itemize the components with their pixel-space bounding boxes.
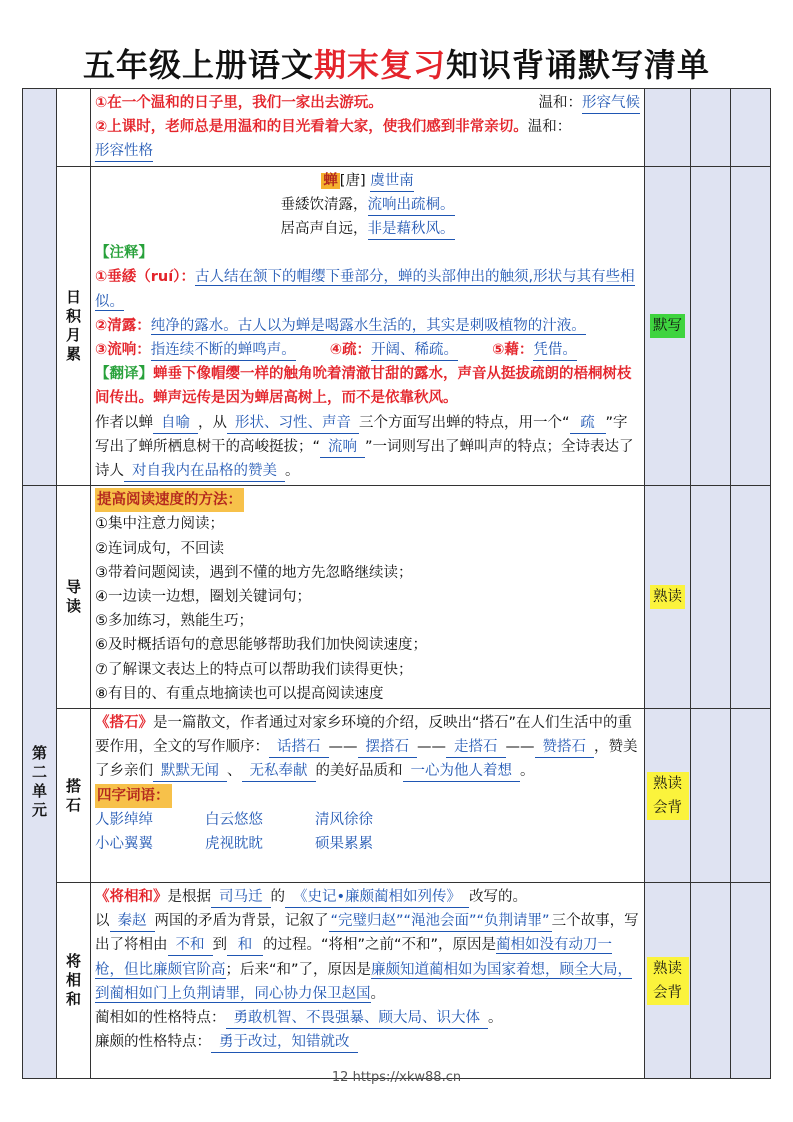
jxh-text: 的过程。“将相”之前“不和”，原因是 bbox=[263, 937, 497, 954]
poem-line-2a: 居高声自远， bbox=[280, 221, 368, 238]
fill-blank: 不和 bbox=[168, 935, 213, 956]
fill-blank: 无私奉献 bbox=[242, 761, 316, 782]
unit-cell-top bbox=[23, 89, 57, 486]
action-cell-jiangxianghe bbox=[645, 883, 691, 1079]
section-cell-jiangxianghe bbox=[57, 883, 91, 1079]
fill-blank: 疏 bbox=[570, 413, 606, 434]
action-badge-dictation: 默写 bbox=[650, 314, 685, 338]
content-dashi bbox=[91, 709, 645, 883]
note-5-text: 凭借。 bbox=[533, 340, 577, 361]
idiom-word: 清风徐徐 bbox=[315, 811, 373, 828]
jxh-text: 是根据 bbox=[167, 889, 211, 906]
fill-blank: 自喻 bbox=[153, 413, 198, 434]
dashi-text: 的美好品质和 bbox=[315, 763, 403, 780]
translation-label: 【翻译】 bbox=[95, 366, 153, 383]
note-2-key: ②清露： bbox=[95, 317, 151, 334]
reading-method-item: ⑧有目的、有重点地摘读也可以提高阅读速度 bbox=[95, 685, 384, 702]
analysis-text: 作者以蝉 bbox=[95, 414, 153, 431]
dash: —— bbox=[328, 739, 358, 756]
section-label-dashi: 搭石 bbox=[65, 776, 81, 814]
content-wenhe bbox=[91, 89, 645, 167]
section-cell-wenhe bbox=[57, 89, 91, 167]
row-daodu bbox=[23, 486, 771, 709]
review-table bbox=[22, 88, 771, 1079]
note-4-key: ④疏： bbox=[329, 342, 372, 359]
blank-cell bbox=[731, 486, 771, 709]
blank-cell bbox=[731, 166, 771, 486]
section-label-daodu: 导读 bbox=[65, 578, 81, 616]
action-cell-riji bbox=[645, 166, 691, 486]
row-wenhe bbox=[23, 89, 771, 167]
reading-method-item: ⑦了解课文表达上的特点可以帮助我们读得更快； bbox=[95, 661, 413, 678]
reading-method-item: ③带着问题阅读，遇到不懂的地方先忽略继续读； bbox=[95, 564, 413, 581]
analysis-text: 三个方面写出蝉的特点，用一个“ bbox=[359, 414, 570, 431]
dash: —— bbox=[417, 739, 446, 756]
blank-cell bbox=[691, 883, 731, 1079]
fill-blank: 《史记•廉颇蔺相如列传》 bbox=[285, 887, 469, 908]
title-part2: 知识背诵默写清单 bbox=[446, 46, 711, 84]
action-badge-read-recite: 熟读会背 bbox=[647, 772, 689, 820]
reading-method-item: ①集中注意力阅读； bbox=[95, 516, 224, 533]
blank-cell bbox=[691, 166, 731, 486]
dashi-text: 是一篇散文，作者通过对家乡环境的介绍，反映出“搭石”在人们生活中的重要作用，全文的写作顺序： bbox=[95, 715, 633, 756]
fill-blank: 对自我内在品格的赞美 bbox=[124, 461, 285, 482]
fill-blank: 走搭石 bbox=[446, 737, 506, 758]
fill-blank: 摆搭石 bbox=[358, 737, 418, 758]
note-1-key: ①垂緌（ruí）： bbox=[95, 269, 195, 286]
dashi-text: 、 bbox=[227, 763, 242, 780]
lesson-title-jiangxianghe: 《将相和》 bbox=[95, 889, 168, 906]
analysis-text: ”字写出了蝉所栖息树干的高峻挺拔；“ bbox=[95, 414, 628, 455]
fill-blank: 流响 bbox=[320, 437, 365, 458]
row-riji bbox=[23, 166, 771, 486]
poem-title: 蝉 bbox=[323, 172, 338, 189]
blank-cell bbox=[731, 709, 771, 883]
idiom-word: 白云悠悠 bbox=[205, 811, 263, 828]
content-jiangxianghe bbox=[91, 883, 645, 1079]
note-2-text: 纯净的露水。古人以为蝉是喝露水生活的，其实是刺吸植物的汁液。 bbox=[150, 317, 586, 334]
fill-blank: 蔺相如没有动刀一枪，但比廉颇官阶高 bbox=[95, 937, 613, 978]
wenhe-meaning-1: 形容气候 bbox=[582, 93, 640, 114]
row-dashi bbox=[23, 709, 771, 883]
fill-blank: “完璧归赵”“渑池会面”“负荆请罪” bbox=[329, 911, 552, 932]
note-5-key: ⑤藉： bbox=[492, 342, 534, 359]
fill-blank: 话搭石 bbox=[269, 737, 329, 758]
note-4-text: 开阔、稀疏。 bbox=[371, 340, 458, 361]
poem-line-1b: 流响出疏桐。 bbox=[368, 195, 455, 216]
page-footer: 12 https://xkw88.cn bbox=[331, 1070, 462, 1085]
action-badge-read: 熟读 bbox=[650, 585, 685, 609]
fill-blank: 司马迁 bbox=[211, 887, 271, 908]
fill-blank: 秦赵 bbox=[110, 911, 155, 932]
jxh-text: 。 bbox=[370, 985, 385, 1002]
action-cell-dashi bbox=[645, 709, 691, 883]
blank-cell bbox=[691, 486, 731, 709]
section-cell-dashi bbox=[57, 709, 91, 883]
wenhe-meaning-2: 形容性格 bbox=[95, 141, 153, 162]
blank-cell bbox=[691, 709, 731, 883]
content-riji bbox=[91, 166, 645, 486]
reading-method-item: ⑤多加练习，熟能生巧； bbox=[95, 613, 253, 630]
action-cell-wenhe bbox=[645, 89, 691, 167]
idioms-header: 四字词语： bbox=[95, 784, 172, 808]
section-cell-riji bbox=[57, 166, 91, 486]
blank-cell bbox=[691, 89, 731, 167]
reading-methods-header: 提高阅读速度的方法： bbox=[95, 488, 244, 512]
note-1-text: 古人结在颔下的帽缨下垂部分，蝉的头部伸出的触须,形状与其有些相似。 bbox=[95, 269, 635, 310]
notes-label: 【注释】 bbox=[95, 245, 153, 262]
reading-method-item: ②连词成句，不回读 bbox=[95, 540, 224, 557]
dashi-text: ，赞美了乡亲们 bbox=[95, 739, 638, 780]
fill-blank: 勇敢机智、不畏强暴、顾大局、识大体 bbox=[226, 1008, 489, 1029]
idiom-word: 人影绰绰 bbox=[95, 811, 153, 828]
idiom-word: 小心翼翼 bbox=[95, 836, 153, 853]
reading-method-item: ⑥及时概括语句的意思能够帮助我们加快阅读速度； bbox=[95, 637, 427, 654]
poem-line-2b: 非是藉秋风。 bbox=[368, 219, 455, 240]
poem-dynasty: [唐] bbox=[339, 172, 366, 189]
poem-line-1a: 垂緌饮清露， bbox=[280, 196, 368, 213]
jxh-text: 改写的。 bbox=[469, 889, 528, 906]
jxh-text: 。 bbox=[488, 1010, 503, 1027]
fill-blank: 和 bbox=[227, 935, 263, 956]
action-cell-daodu bbox=[645, 486, 691, 709]
note-3-key: ③流响： bbox=[95, 342, 151, 359]
translation-text: 蝉垂下像帽缨一样的触角吮着清澈甘甜的露水，声音从挺拔疏朗的梧桐树枝间传出。蝉声远传是因为蝉居高树上，而不是依靠秋风。 bbox=[95, 366, 632, 407]
fill-blank: 勇于改过，知错就改 bbox=[211, 1032, 358, 1053]
jxh-text: 以 bbox=[95, 913, 110, 930]
fill-blank: 形状、习性、声音 bbox=[227, 413, 359, 434]
fill-blank: 廉颇知道蔺相如为国家着想，顾全大局，到蔺相如门上负荆请罪，同心协力保卫赵国 bbox=[95, 961, 633, 1002]
lesson-title-dashi: 《搭石》 bbox=[95, 715, 153, 732]
fill-blank: 一心为他人着想 bbox=[403, 761, 521, 782]
lin-label: 蔺相如的性格特点： bbox=[95, 1010, 226, 1027]
poem-author: 虞世南 bbox=[370, 171, 414, 192]
fill-blank: 默默无闻 bbox=[153, 761, 227, 782]
section-label-riji: 日积月累 bbox=[65, 287, 81, 363]
jxh-text: 三个故事，写出了将相由 bbox=[95, 913, 639, 954]
content-daodu bbox=[91, 486, 645, 709]
jxh-text: 的 bbox=[270, 889, 285, 906]
note-3-text: 指连续不断的蝉鸣声。 bbox=[151, 340, 296, 361]
jxh-text: 两国的矛盾为背景，记叙了 bbox=[154, 913, 329, 930]
jxh-text: ；后来“和”了，原因是 bbox=[225, 961, 372, 978]
section-cell-daodu bbox=[57, 486, 91, 709]
action-badge-read-recite: 熟读会背 bbox=[647, 957, 689, 1005]
page-title bbox=[0, 40, 793, 86]
analysis-text: 。 bbox=[285, 463, 300, 480]
dashi-text: 。 bbox=[520, 763, 535, 780]
title-highlight: 期末复习 bbox=[313, 46, 446, 84]
row-jiangxianghe bbox=[23, 883, 771, 1079]
wenhe-label-1: 温和： bbox=[538, 95, 582, 111]
blank-cell bbox=[731, 883, 771, 1079]
blank-cell bbox=[731, 89, 771, 167]
lian-label: 廉颇的性格特点： bbox=[95, 1034, 211, 1051]
analysis-text: ，从 bbox=[198, 414, 227, 431]
wenhe-label-2: 温和： bbox=[527, 119, 572, 136]
wenhe-sentence-2: ②上课时，老师总是用温和的目光看着大家，使我们感到非常亲切。 bbox=[95, 119, 528, 136]
title-part1: 五年级上册语文 bbox=[82, 46, 314, 84]
fill-blank: 赞搭石 bbox=[535, 737, 595, 758]
section-label-jiangxianghe: 将相和 bbox=[65, 952, 81, 1009]
idiom-word: 虎视眈眈 bbox=[205, 836, 263, 853]
dash: —— bbox=[505, 739, 535, 756]
analysis-text: ”一词则写出了蝉叫声的特点；全诗表达了诗人 bbox=[95, 438, 634, 480]
wenhe-sentence-1: ①在一个温和的日子里，我们一家出去游玩。 bbox=[95, 95, 383, 111]
reading-method-item: ④一边读一边想，圈划关键词句； bbox=[95, 589, 311, 606]
unit-cell-2 bbox=[23, 486, 57, 1079]
idiom-word: 硕果累累 bbox=[315, 836, 373, 853]
jxh-text: 到 bbox=[212, 937, 227, 954]
unit-label: 第二单元 bbox=[31, 744, 47, 820]
